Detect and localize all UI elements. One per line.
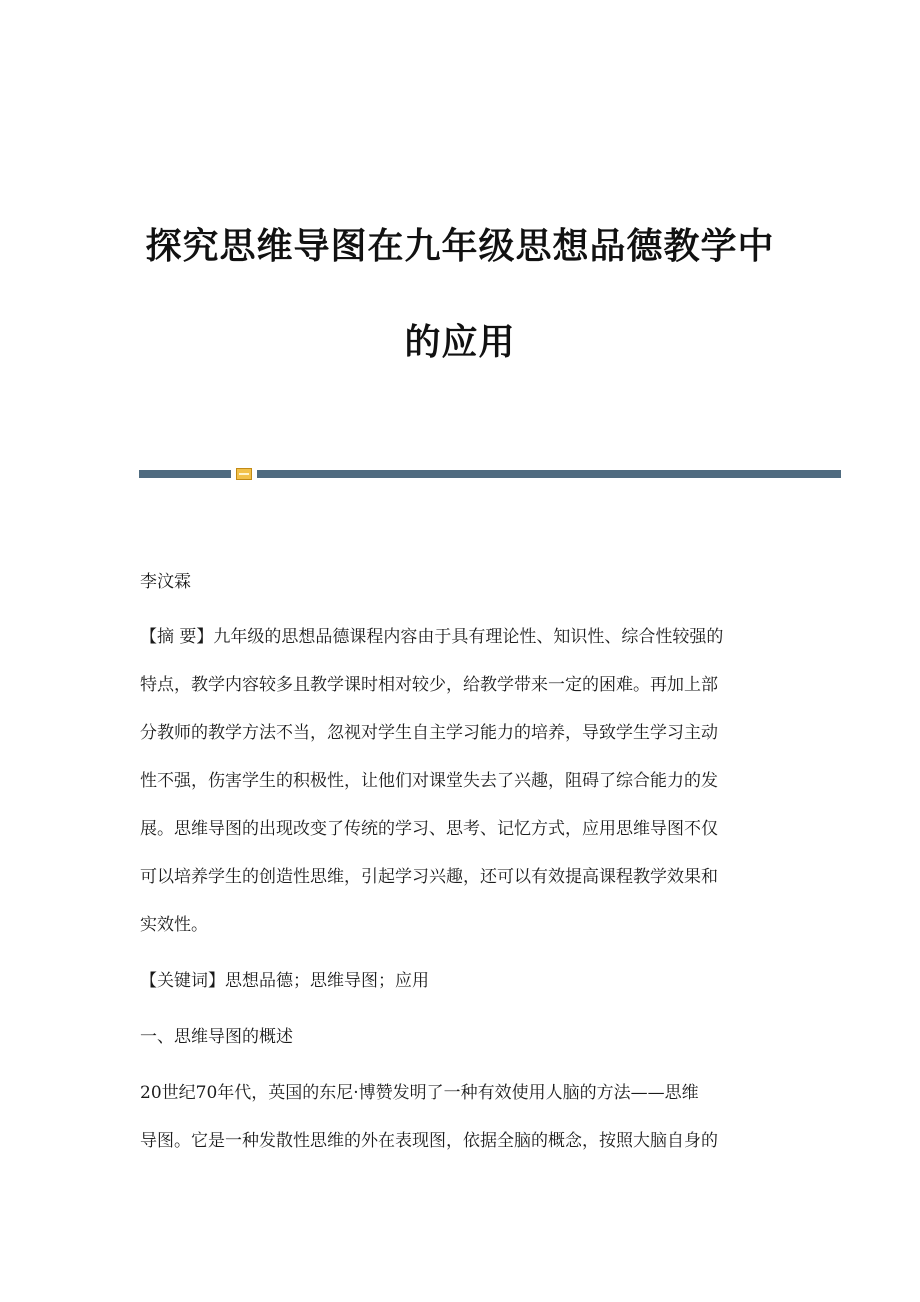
body-line: 20世纪70年代，英国的东尼·博赞发明了一种有效使用人脑的方法——思维: [140, 1083, 699, 1103]
page-title-line-1: 探究思维导图在九年级思想品德教学中: [145, 226, 775, 267]
abstract-line: 【摘 要】九年级的思想品德课程内容由于具有理论性、知识性、综合性较强的: [140, 627, 724, 647]
abstract-line: 分教师的教学方法不当，忽视对学生自主学习能力的培养，导致学生学习主动: [140, 723, 718, 743]
body-line: 导图。它是一种发散性思维的外在表现图，依据全脑的概念，按照大脑自身的: [140, 1131, 718, 1151]
author-name: 李汶霖: [140, 572, 191, 592]
page-title-line-2: 的应用: [404, 322, 516, 363]
abstract-line: 展。思维导图的出现改变了传统的学习、思考、记忆方式，应用思维导图不仅: [140, 819, 718, 839]
keywords: 【关键词】思想品德；思维导图；应用: [140, 971, 429, 991]
abstract-line: 可以培养学生的创造性思维，引起学习兴趣，还可以有效提高课程教学效果和: [140, 867, 718, 887]
abstract-line: 性不强，伤害学生的积极性，让他们对课堂失去了兴趣，阻碍了综合能力的发: [140, 771, 718, 791]
divider-ornament-icon: [236, 468, 252, 480]
section-heading: 一、思维导图的概述: [140, 1027, 293, 1047]
title-divider-right: [257, 470, 841, 478]
abstract-line: 实效性。: [140, 915, 208, 935]
title-divider-left: [139, 470, 231, 478]
abstract-line: 特点，教学内容较多且教学课时相对较少，给教学带来一定的困难。再加上部: [140, 675, 718, 695]
